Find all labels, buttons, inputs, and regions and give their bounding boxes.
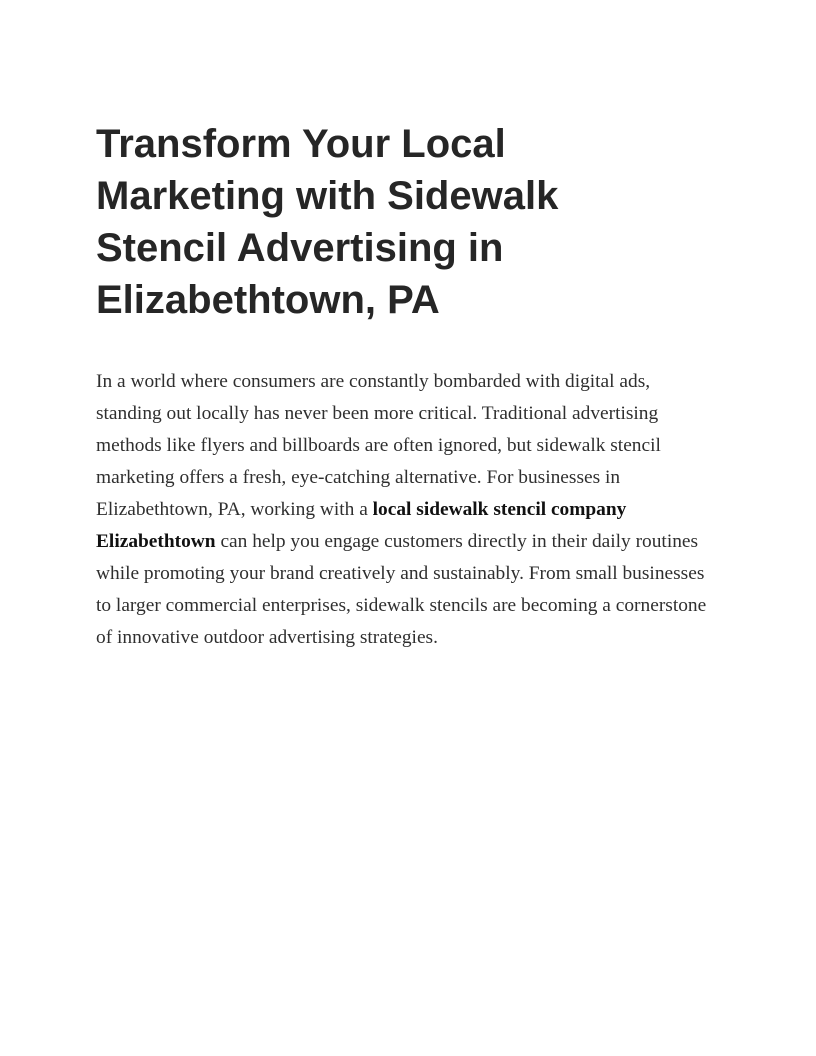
document-page — [96, 118, 720, 654]
intro-paragraph — [96, 366, 720, 654]
bold-keyword: local sidewalk stencil company Elizabethtown — [96, 499, 627, 552]
paragraph-text-end: can help you engage customers directly in their daily routines while promoting your brand creatively and sustainably. From small businesses to larger commercial enterprises, sidewalk stencils are becoming a cornerstone of innovative outdoor advertising strategies. — [96, 531, 707, 648]
page-title: Transform Your Local Marketing with Sidewalk Stencil Advertising in Elizabethtown, PA — [96, 122, 559, 322]
paragraph-text-start: In a world where consumers are constantly bombarded with digital ads, standing out locally has never been more critical. Traditional advertising methods like flyers and billboards are often ignored, but sidewalk stencil marketing offers a fresh, eye-catching alternative. For businesses in Elizabethtown, PA, working with a — [96, 371, 661, 520]
